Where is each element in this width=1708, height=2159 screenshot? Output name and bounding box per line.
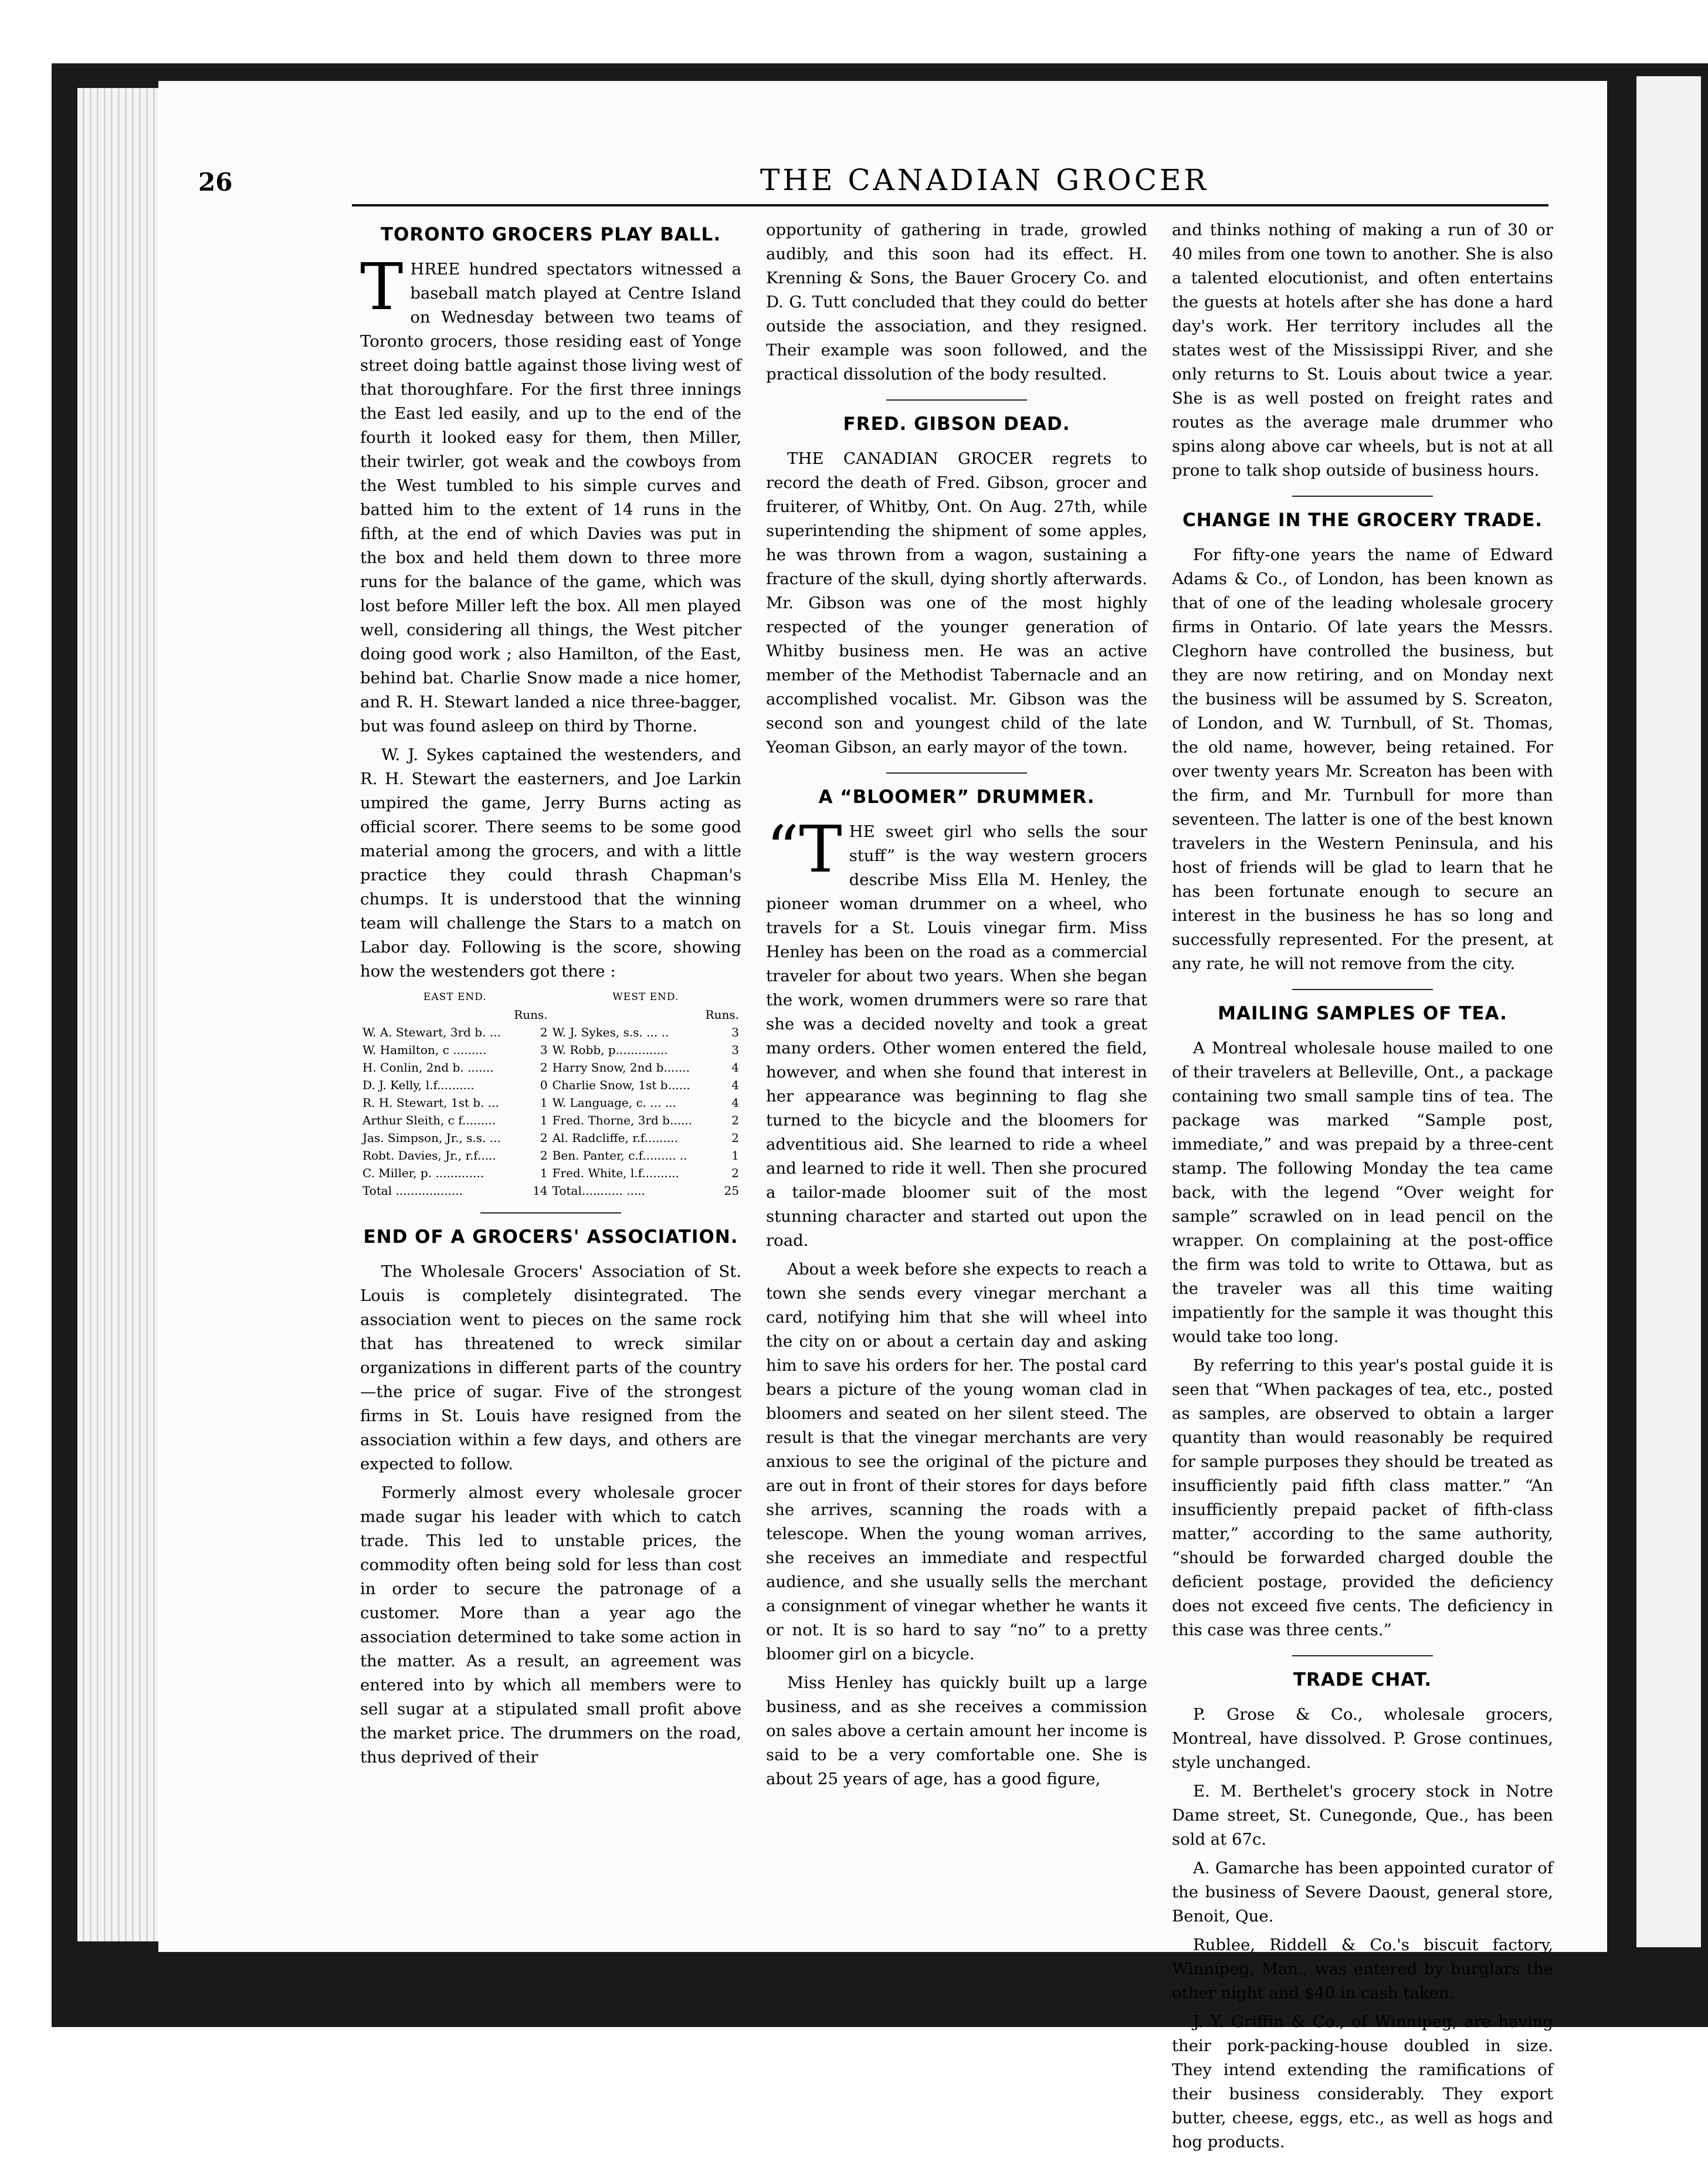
bloomer-paragraph-3: Miss Henley has quickly built up a large business, and as she receives a commission on sales above a certain amount her income is said to be a very comfortable one. She is about 25 years of age, has a good figure, [766, 1673, 1147, 1788]
article-title-gibson: FRED. GIBSON DEAD. [843, 414, 1070, 435]
east-heading: EAST END. [423, 991, 487, 1003]
article-title-change: CHANGE IN THE GROCERY TRADE. [1182, 510, 1543, 531]
article-title-bloomer: A “BLOOMER” DRUMMER. [818, 787, 1095, 808]
table-row: C. Miller, p. ............. 1 Fred. White, l.f.......... 2 [362, 1166, 739, 1180]
page-number: 26 [198, 168, 233, 196]
article-title-trade: TRADE CHAT. [1293, 1669, 1432, 1690]
association-paragraph-3: opportunity of gathering in trade, growled audibly, and this soon had its effect. H. Krenning & Sons, the Bauer Grocery Co. and D. G. Tutt concluded that they could do better outside the association, and they resigned. Their example was soon followed, and the practical dissolution of the body resulted. [766, 221, 1147, 384]
divider [1292, 1655, 1433, 1656]
runs-label: Runs. [514, 1008, 548, 1022]
masthead-rule [352, 204, 1548, 206]
table-row: D. J. Kelly, l.f.......... 0 Charlie Snow, 1st b...... 4 [362, 1078, 739, 1092]
gibson-paragraph: THE CANADIAN GROCER regrets to record the death of Fred. Gibson, grocer and fruiterer, of Whitby, Ont. On Aug. 27th, while superintending the shipment of some apples, he was thrown from a wagon, sustaining a fracture of the skull, dying shortly afterwards. Mr. Gibson was one of the most highly respected of the younger generation of Whitby business men. He was an active member of the Methodist Tabernacle and an accomplished vocalist. Mr. Gibson was the second son and youngest child of the late Yeoman Gibson, an early mayor of the town. [766, 449, 1147, 757]
divider [886, 399, 1027, 401]
west-heading: WEST END. [612, 991, 679, 1003]
trade-item: P. Grose & Co., wholesale grocers, Montreal, have dissolved. P. Grose continues, style unchanged. [1172, 1705, 1553, 1772]
divider [1292, 989, 1433, 990]
divider [1292, 496, 1433, 497]
article-title-association: END OF A GROCERS' ASSOCIATION. [363, 1226, 738, 1248]
table-row: Jas. Simpson, Jr., s.s. ... 2 Al. Radcliffe, r.f......... 2 [362, 1131, 739, 1145]
mailing-paragraph-2: By referring to this year's postal guide it is seen that “When packages of tea, etc., posted as samples, are observed to obtain a larger quantity than would reasonably be required for sample purposes they should be treated as insufficiently paid fifth class matter.” “An insufficiently prepaid packet of fifth-class matter,” according to the same authority, “should be forwarded charged double the deficient postage, provided the deficiency does not exceed five cents. The deficiency in this case was three cents.” [1172, 1356, 1553, 1639]
article-title-mailing: MAILING SAMPLES OF TEA. [1218, 1003, 1507, 1024]
toronto-paragraph-1: THREE hundred spectators witnessed a baseball match played at Centre Island on Wednesday between two teams of Toronto grocers, those residing east of Yonge street doing battle against those living west of that thoroughfare. For the first three innings the East led easily, and up to the end of the fourth it looked easy for them, then Miller, their twirler, got weak and the cowboys from the West tumbled to his simple curves and batted him to the extent of 14 runs in the fifth, at the end of which Davies was put in the box and held them down to three more runs for the balance of the game, which was lost before Miller left the box. All men played well, considering all things, the West pitcher doing good work ; also Hamilton, of the East, behind bat. Charlie Snow made a nice homer, and R. H. Stewart landed a nice three-bagger, but was found asleep on third by Thorne. [360, 249, 741, 736]
article-title-toronto: TORONTO GROCERS PLAY BALL. [380, 224, 721, 245]
drop-cap: “T [766, 812, 842, 887]
facing-page-edge [1636, 76, 1701, 1947]
toronto-paragraph-2: W. J. Sykes captained the westenders, and R. H. Stewart the easterners, and Joe Larkin umpired the game, Jerry Burns acting as official scorer. There seems to be some good material among the grocers, and with a little practice they could thrash Chapman's chumps. It is understood that the winning team will challenge the Stars to a match on Labor day. Following is the score, showing how the westenders got there : [360, 745, 741, 981]
score-table [360, 988, 741, 1199]
bloomer-paragraph-4: and thinks nothing of making a run of 30 or 40 miles from one town to another. She is also a talented elocutionist, and often entertains the guests at hotels after she has done a hard day's work. Her territory includes all the states west of the Mississippi River, and she only returns to St. Louis about twice a year. She is as well posted on freight rates and routes as the average male drummer who spins along above car wheels, but is not at all prone to talk shop outside of business hours. [1172, 221, 1553, 480]
runs-label: Runs. [705, 1008, 739, 1022]
column-3 [1172, 218, 1553, 2159]
table-row: Arthur Sleith, c f......... 1 Fred. Thorne, 3rd b...... 2 [362, 1113, 739, 1127]
bloomer-paragraph-1: “THE sweet girl who sells the sour stuff” is the way western grocers describe Miss Ella M. Henley, the pioneer woman drummer on a wheel, who travels for a St. Louis vinegar firm. Miss Henley has been on the road as a commercial traveler for about two years. When she began the work, women drummers were so rare that she was a decided novelty and took a great many orders. Other women entered the field, however, and when she found that interest in her appearance was beginning to flag she turned to the bicycle and the bloomers for adventitious aid. She learned to ride a wheel and learned to ride it well. Then she procured a tailor-made bloomer suit of the most stunning character and started out upon the road. [766, 812, 1147, 1250]
table-row: Robt. Davies, Jr., r.f..... 2 Ben. Panter, c.f......... .. 1 [362, 1148, 739, 1162]
bloomer-paragraph-2: About a week before she expects to reach a town she sends every vinegar merchant a card, notifying him that she will wheel into the city on or about a certain day and asking him to save his orders for her. The postal card bears a picture of the young woman clad in bloomers and seated on her silent steed. The result is that the vinegar merchants are very anxious to see the original of the picture and are out in front of their stores for days before she arrives, scanning the roads with a telescope. When the young woman arrives, she receives an immediate and respectful audience, and she usually sells the merchant a consignment of vinegar whether he wants it or not. It is so hard to say “no” to a pretty bloomer girl on a bicycle. [766, 1260, 1147, 1663]
page-edges [77, 88, 158, 1941]
masthead: THE CANADIAN GROCER [760, 163, 1209, 197]
mailing-paragraph-1: A Montreal wholesale house mailed to one of their travelers at Belleville, Ont., a package containing two small sample tins of tea. The package was marked “Sample post, immediate,” and was prepaid by a three-cent stamp. The following Monday the tea came back, with the legend “Over weight for sample” scrawled on in lead pencil on the wrapper. On complaining at the post-office the firm was told to write to Ottawa, but as the traveler was all this time waiting impatiently for the sample it was thought this would take too long. [1172, 1039, 1553, 1346]
trade-item: Rublee, Riddell & Co.'s biscuit factory, Winnipeg, Man., was entered by burglars the other night and $40 in cash taken. [1172, 1936, 1553, 2002]
trade-item: J. Y. Griffin & Co., of Winnipeg, are having their pork-packing-house doubled in size. They intend extending the ramifications of their business considerably. They export butter, cheese, eggs, etc., as well as hogs and hog products. [1172, 2012, 1553, 2151]
table-row: W. A. Stewart, 3rd b. ... 2 W. J. Sykes, s.s. ... .. 3 [362, 1025, 739, 1039]
column-2 [766, 218, 1147, 1796]
association-paragraph-1: The Wholesale Grocers' Association of St. Louis is completely disintegrated. The association went to pieces on the same rock that has threatened to wreck similar organizations in different parts of the country—the price of sugar. Five of the strongest firms in St. Louis have resigned from the association within a few days, and others are expected to follow. [360, 1262, 741, 1473]
totals-row: Total .................. 14 Total........... ..... 25 [362, 1184, 739, 1198]
change-paragraph: For fifty-one years the name of Edward Adams & Co., of London, has been known as that of one of the leading wholesale grocery firms in Ontario. Of late years the Messrs. Cleghorn have controlled the business, but they are now retiring, and on Monday next the business will be assumed by S. Screaton, of London, and W. Turnbull, of St. Thomas, the old name, however, being retained. For over twenty years Mr. Screaton has been with the firm, and Mr. Turnbull for more than seventeen. The latter is one of the best known travelers in the Western Peninsula, and his host of friends will be glad to learn that he has been fortunate enough to secure an interest in the business he has so long and successfully represented. For the present, at any rate, he will not remove from the city. [1172, 545, 1553, 973]
divider [480, 1212, 621, 1214]
divider [886, 772, 1027, 774]
table-row: W. Hamilton, c ......... 3 W. Robb, p.............. 3 [362, 1043, 739, 1057]
drop-cap: T [360, 249, 404, 324]
trade-item: E. M. Berthelet's grocery stock in Notre Dame street, St. Cunegonde, Que., has been sold at 67c. [1172, 1782, 1553, 1849]
column-1 [360, 218, 741, 1774]
trade-item: A. Gamarche has been appointed curator of the business of Severe Daoust, general store, Benoit, Que. [1172, 1859, 1553, 1926]
table-row: H. Conlin, 2nd b. ....... 2 Harry Snow, 2nd b....... 4 [362, 1060, 739, 1075]
association-paragraph-2: Formerly almost every wholesale grocer made sugar his leader with which to catch trade. This led to unstable prices, the commodity often being sold for less than cost in order to secure the patronage of a customer. More than a year ago the association determined to take some action in the matter. As a result, an agreement was entered into by which all members were to sell sugar at a stipulated small profit above the market price. The drummers on the road, thus deprived of their [360, 1483, 741, 1767]
table-row: R. H. Stewart, 1st b. ... 1 W. Language, c. ... ... 4 [362, 1096, 739, 1110]
